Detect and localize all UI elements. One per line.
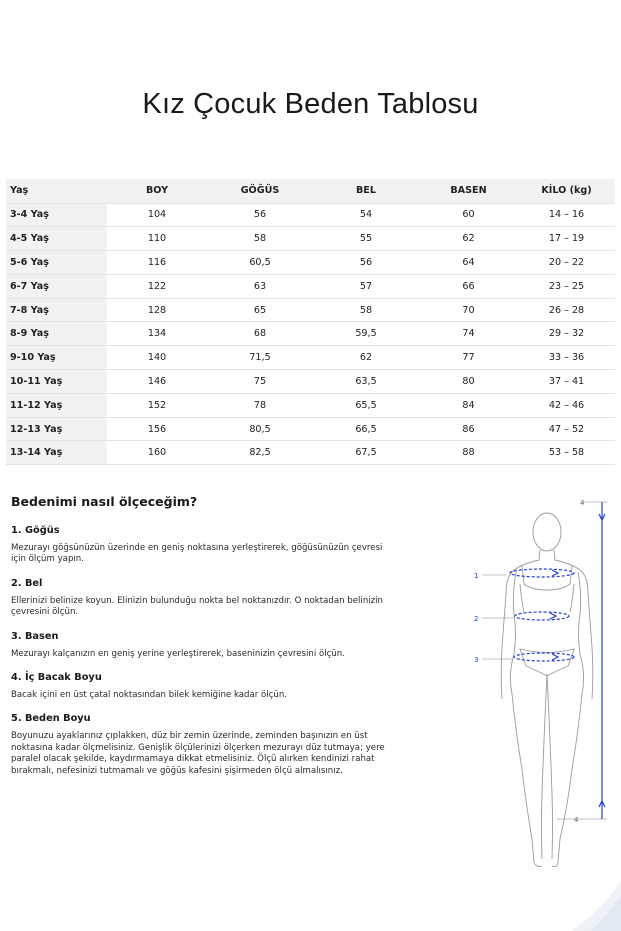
row-age-cell: 12-13 Yaş bbox=[6, 417, 107, 441]
row-value-cell: 80,5 bbox=[207, 417, 313, 441]
row-value-cell: 66,5 bbox=[313, 417, 419, 441]
section-text: Mezurayı kalçanızın en geniş yerine yerleştirerek, baseninizin çevresini ölçün. bbox=[11, 648, 345, 659]
row-value-cell: 47 – 52 bbox=[518, 417, 615, 441]
header-height: BOY bbox=[107, 179, 207, 203]
measure-guide bbox=[11, 494, 391, 789]
section-text: Mezurayı göğsünüzün üzerinde en geniş noktasına yerleştirerek, göğüsünüzün çevresi için ölçüm yapın. bbox=[11, 543, 383, 565]
section-title: 2. Bel bbox=[11, 577, 43, 589]
table-row bbox=[6, 251, 615, 275]
row-age-cell: 13-14 Yaş bbox=[6, 441, 107, 465]
row-value-cell: 110 bbox=[107, 227, 207, 251]
row-value-cell: 20 – 22 bbox=[518, 251, 615, 275]
row-value-cell: 104 bbox=[107, 203, 207, 227]
row-age-cell: 6-7 Yaş bbox=[6, 274, 107, 298]
row-value-cell: 146 bbox=[107, 370, 207, 394]
row-value-cell: 63,5 bbox=[313, 370, 419, 394]
table-row bbox=[6, 393, 615, 417]
row-value-cell: 23 – 25 bbox=[518, 274, 615, 298]
measure-labels bbox=[474, 499, 585, 824]
header-weight: KİLO (kg) bbox=[518, 179, 615, 203]
row-age-cell: 11-12 Yaş bbox=[6, 393, 107, 417]
section-title: 5. Beden Boyu bbox=[11, 713, 91, 725]
row-age-cell: 4-5 Yaş bbox=[6, 227, 107, 251]
page-title: Kız Çocuk Beden Tablosu bbox=[142, 88, 479, 120]
row-value-cell: 56 bbox=[207, 203, 313, 227]
section-title: 3. Basen bbox=[11, 630, 59, 642]
corner-decoration bbox=[561, 871, 621, 931]
section-title: 4. İç Bacak Boyu bbox=[11, 672, 102, 684]
row-value-cell: 88 bbox=[419, 441, 518, 465]
row-value-cell: 82,5 bbox=[207, 441, 313, 465]
row-value-cell: 70 bbox=[419, 298, 518, 322]
row-value-cell: 67,5 bbox=[313, 441, 419, 465]
row-value-cell: 140 bbox=[107, 346, 207, 370]
body-figure-illustration bbox=[462, 494, 621, 874]
row-value-cell: 71,5 bbox=[207, 346, 313, 370]
row-value-cell: 80 bbox=[419, 370, 518, 394]
guide-section-hip bbox=[11, 631, 391, 660]
row-age-cell: 7-8 Yaş bbox=[6, 298, 107, 322]
table-row bbox=[6, 274, 615, 298]
table-row bbox=[6, 417, 615, 441]
row-value-cell: 65 bbox=[207, 298, 313, 322]
row-value-cell: 152 bbox=[107, 393, 207, 417]
row-value-cell: 60,5 bbox=[207, 251, 313, 275]
row-value-cell: 58 bbox=[313, 298, 419, 322]
row-age-cell: 10-11 Yaş bbox=[6, 370, 107, 394]
guide-section-inseam bbox=[11, 672, 391, 701]
row-value-cell: 78 bbox=[207, 393, 313, 417]
label-height-top: 4 bbox=[580, 499, 585, 507]
guide-heading: Bedenimi nasıl ölçeceğim? bbox=[11, 494, 198, 509]
table-header-row bbox=[6, 179, 615, 203]
table-row bbox=[6, 227, 615, 251]
section-text: Boyunuzu ayaklarınız çıplakken, düz bir zemin üzerinde, zeminden başınızın en üst noktasına kadar ölçmelisiniz. Genişlik ölçülerinizi ölçerken mezurayı düz tutmaya; yere paralel olacak şekilde, kaydırmamaya dikkat etmelisiniz. Ölçü alırken kendinizi rahat bırakmalı, nefesinizi tutmamalı ve göğüs kafesini şişirmeden ölçü almalısınız. bbox=[11, 731, 385, 776]
row-value-cell: 63 bbox=[207, 274, 313, 298]
row-value-cell: 58 bbox=[207, 227, 313, 251]
table-row bbox=[6, 370, 615, 394]
row-value-cell: 33 – 36 bbox=[518, 346, 615, 370]
row-value-cell: 86 bbox=[419, 417, 518, 441]
row-value-cell: 37 – 41 bbox=[518, 370, 615, 394]
row-value-cell: 156 bbox=[107, 417, 207, 441]
table-row bbox=[6, 203, 615, 227]
row-value-cell: 56 bbox=[313, 251, 419, 275]
row-value-cell: 68 bbox=[207, 322, 313, 346]
row-value-cell: 160 bbox=[107, 441, 207, 465]
row-value-cell: 59,5 bbox=[313, 322, 419, 346]
row-value-cell: 77 bbox=[419, 346, 518, 370]
section-text: Bacak içini en üst çatal noktasından bilek kemiğine kadar ölçün. bbox=[11, 690, 288, 701]
label-height-bottom: 4 bbox=[574, 816, 579, 824]
row-value-cell: 62 bbox=[313, 346, 419, 370]
row-value-cell: 74 bbox=[419, 322, 518, 346]
row-value-cell: 60 bbox=[419, 203, 518, 227]
table-row bbox=[6, 322, 615, 346]
label-waist: 2 bbox=[474, 615, 479, 623]
row-value-cell: 14 – 16 bbox=[518, 203, 615, 227]
row-value-cell: 26 – 28 bbox=[518, 298, 615, 322]
measure-lines bbox=[482, 502, 607, 819]
row-value-cell: 128 bbox=[107, 298, 207, 322]
row-value-cell: 29 – 32 bbox=[518, 322, 615, 346]
row-value-cell: 42 – 46 bbox=[518, 393, 615, 417]
size-table bbox=[6, 179, 615, 465]
row-value-cell: 84 bbox=[419, 393, 518, 417]
header-age: Yaş bbox=[6, 179, 107, 203]
body-outline bbox=[501, 513, 593, 867]
row-value-cell: 57 bbox=[313, 274, 419, 298]
row-value-cell: 122 bbox=[107, 274, 207, 298]
header-chest: GÖĞÜS bbox=[207, 179, 313, 203]
table-row bbox=[6, 346, 615, 370]
table-row bbox=[6, 298, 615, 322]
label-chest: 1 bbox=[474, 572, 479, 580]
row-value-cell: 66 bbox=[419, 274, 518, 298]
row-value-cell: 75 bbox=[207, 370, 313, 394]
header-hip: BASEN bbox=[419, 179, 518, 203]
row-value-cell: 53 – 58 bbox=[518, 441, 615, 465]
row-age-cell: 8-9 Yaş bbox=[6, 322, 107, 346]
label-hip: 3 bbox=[474, 656, 479, 664]
row-value-cell: 64 bbox=[419, 251, 518, 275]
row-value-cell: 54 bbox=[313, 203, 419, 227]
guide-section-waist bbox=[11, 578, 391, 619]
row-age-cell: 3-4 Yaş bbox=[6, 203, 107, 227]
row-value-cell: 134 bbox=[107, 322, 207, 346]
section-title: 1. Göğüs bbox=[11, 525, 60, 536]
guide-section-height bbox=[11, 713, 391, 777]
row-value-cell: 62 bbox=[419, 227, 518, 251]
row-age-cell: 9-10 Yaş bbox=[6, 346, 107, 370]
guide-section-chest bbox=[11, 525, 391, 566]
row-value-cell: 55 bbox=[313, 227, 419, 251]
row-value-cell: 17 – 19 bbox=[518, 227, 615, 251]
row-age-cell: 5-6 Yaş bbox=[6, 251, 107, 275]
table-row bbox=[6, 441, 615, 465]
row-value-cell: 116 bbox=[107, 251, 207, 275]
header-waist: BEL bbox=[313, 179, 419, 203]
section-text: Ellerinizi belinize koyun. Elinizin bulunduğu nokta bel noktanızdır. O noktadan belinizin çevresini ölçün. bbox=[11, 595, 383, 618]
row-value-cell: 65,5 bbox=[313, 393, 419, 417]
